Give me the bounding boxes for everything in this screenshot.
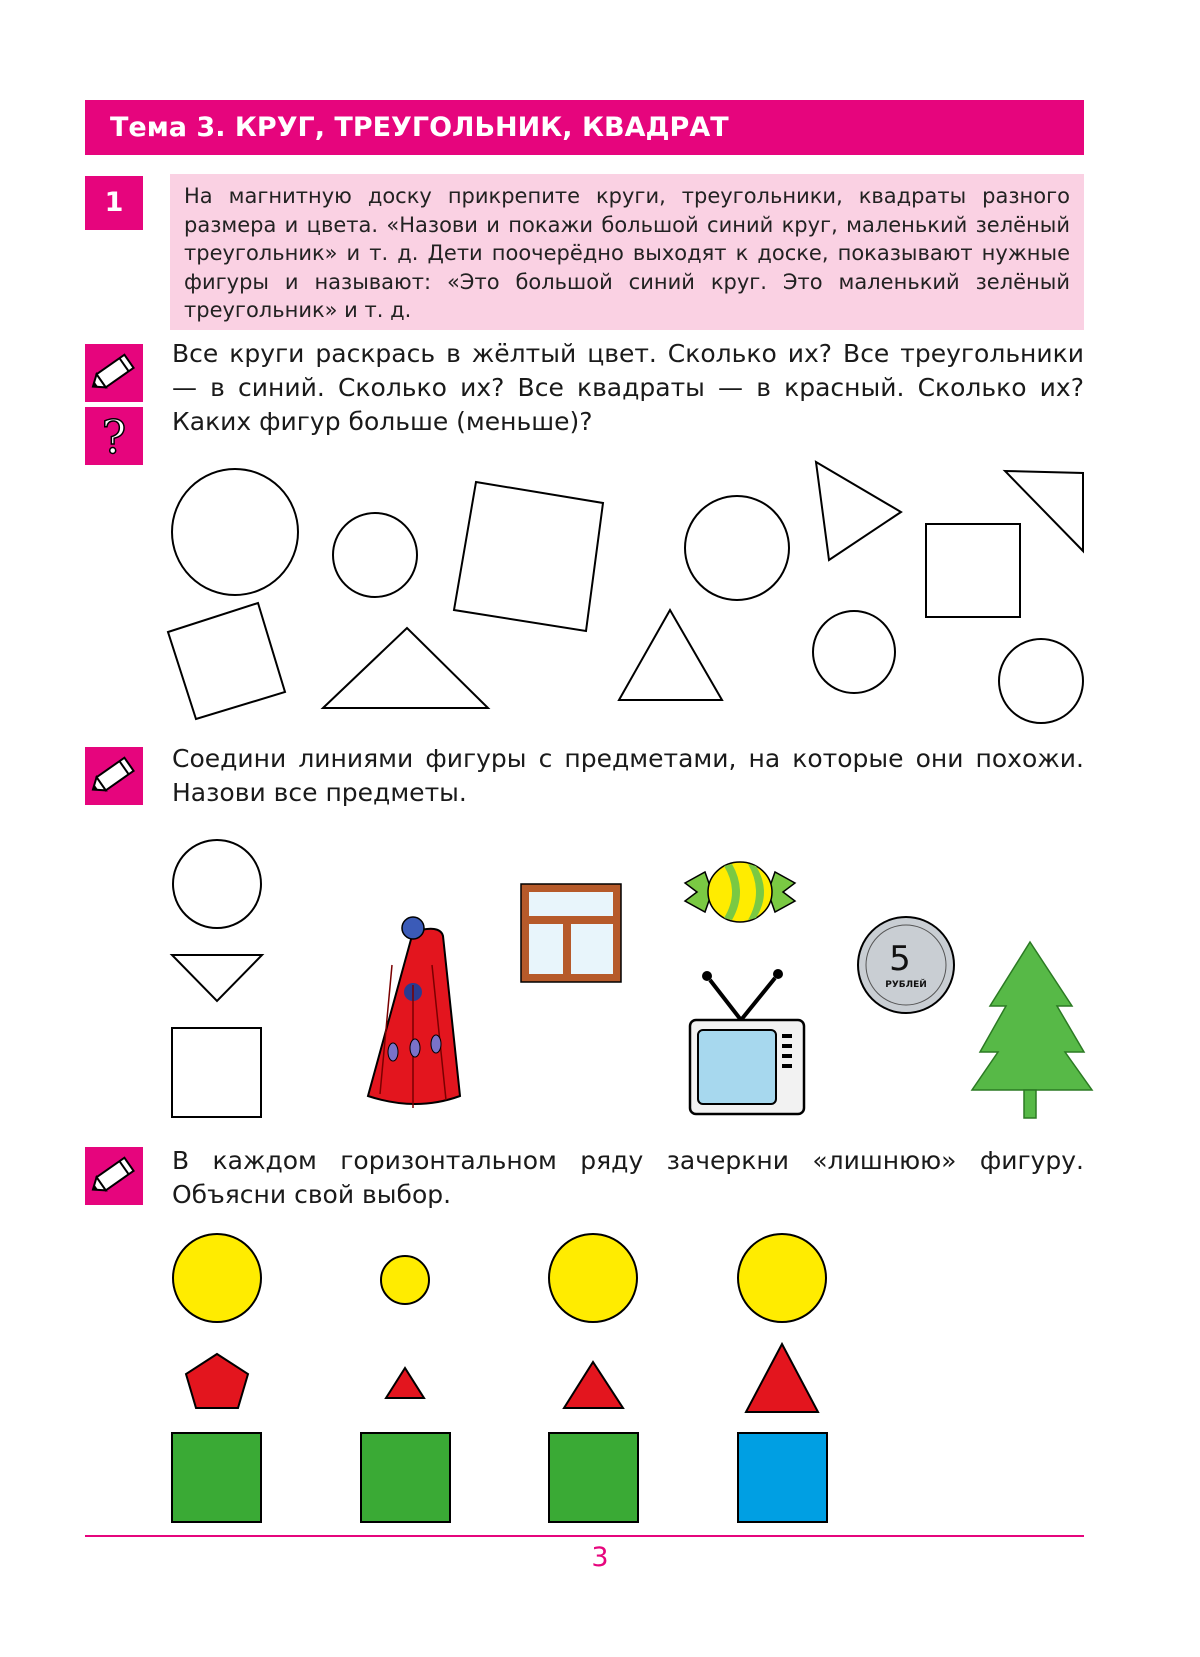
task-number: 1 [104, 187, 124, 218]
tv-icon[interactable] [690, 969, 804, 1114]
triangle-shape[interactable] [816, 462, 901, 560]
green-square[interactable] [361, 1433, 450, 1522]
yellow-circle[interactable] [173, 1234, 261, 1322]
square-shape[interactable] [926, 524, 1020, 617]
triangle-shape[interactable] [619, 610, 722, 700]
red-triangle-small[interactable] [386, 1368, 424, 1398]
task3-instruction: Соедини линиями фигуры с предметами, на которые они похожи. Назови все предметы. [172, 744, 1084, 807]
page-number-text: 3 [591, 1542, 609, 1573]
match-circle[interactable] [173, 840, 261, 928]
circle-shape[interactable] [685, 496, 789, 600]
odd-one-out-grid [0, 1220, 1200, 1530]
circle-shape[interactable] [999, 639, 1083, 723]
task4-text [172, 1144, 1084, 1212]
window-icon[interactable] [521, 884, 621, 982]
fir-tree-icon[interactable] [972, 942, 1092, 1118]
topic-title: Тема 3. КРУГ, ТРЕУГОЛЬНИК, КВАДРАТ [110, 112, 729, 143]
red-pentagon[interactable] [186, 1354, 248, 1408]
blue-square[interactable] [738, 1433, 827, 1522]
square-shape[interactable] [454, 482, 603, 631]
circle-shape[interactable] [333, 513, 417, 597]
green-square[interactable] [549, 1433, 638, 1522]
task4-instruction: В каждом горизонтальном ряду зачеркни «лишнюю» фигуру. Объясни свой выбор. [172, 1146, 1084, 1209]
shapes-to-color [0, 0, 1200, 740]
pencil-icon [85, 1147, 143, 1205]
matching-area [0, 820, 1200, 1130]
red-triangle-large[interactable] [746, 1344, 818, 1412]
pencil-icon [85, 747, 143, 805]
page-number [0, 1542, 1200, 1573]
footer-divider [85, 1535, 1084, 1537]
yellow-circle[interactable] [738, 1234, 826, 1322]
question-mark: ? [101, 410, 127, 464]
match-square[interactable] [172, 1028, 261, 1117]
candy-icon[interactable] [685, 862, 795, 922]
circle-shape[interactable] [172, 469, 298, 595]
coin-icon[interactable] [858, 917, 954, 1013]
task3-text [172, 742, 1084, 810]
yellow-circle-small[interactable] [381, 1256, 429, 1304]
party-hat-icon[interactable] [368, 917, 460, 1108]
circle-shape[interactable] [813, 611, 895, 693]
match-triangle[interactable] [172, 955, 262, 1001]
coin-value: 5 [889, 939, 911, 979]
square-shape[interactable] [168, 603, 285, 719]
task2-instruction: Все круги раскрась в жёлтый цвет. Сколько их? Все треугольники — в синий. Сколько их? Все квадраты — в красный. Сколько их? Каких фигур больше (меньше)? [172, 339, 1084, 436]
teacher-instruction-text: На магнитную доску прикрепите круги, треугольники, квадраты разного размера и цвета. «Назови и покажи большой синий круг, маленький зелёный треугольник» и т. д. Дети поочерёдно выходят к доске, показывают нужные фигуры и называют: «Это большой синий круг. Это маленький зелёный треугольник» и т. д. [184, 184, 1070, 322]
green-square[interactable] [172, 1433, 261, 1522]
coin-label: РУБЛЕЙ [885, 980, 927, 990]
triangle-shape[interactable] [323, 628, 488, 708]
red-triangle[interactable] [564, 1362, 623, 1408]
yellow-circle[interactable] [549, 1234, 637, 1322]
